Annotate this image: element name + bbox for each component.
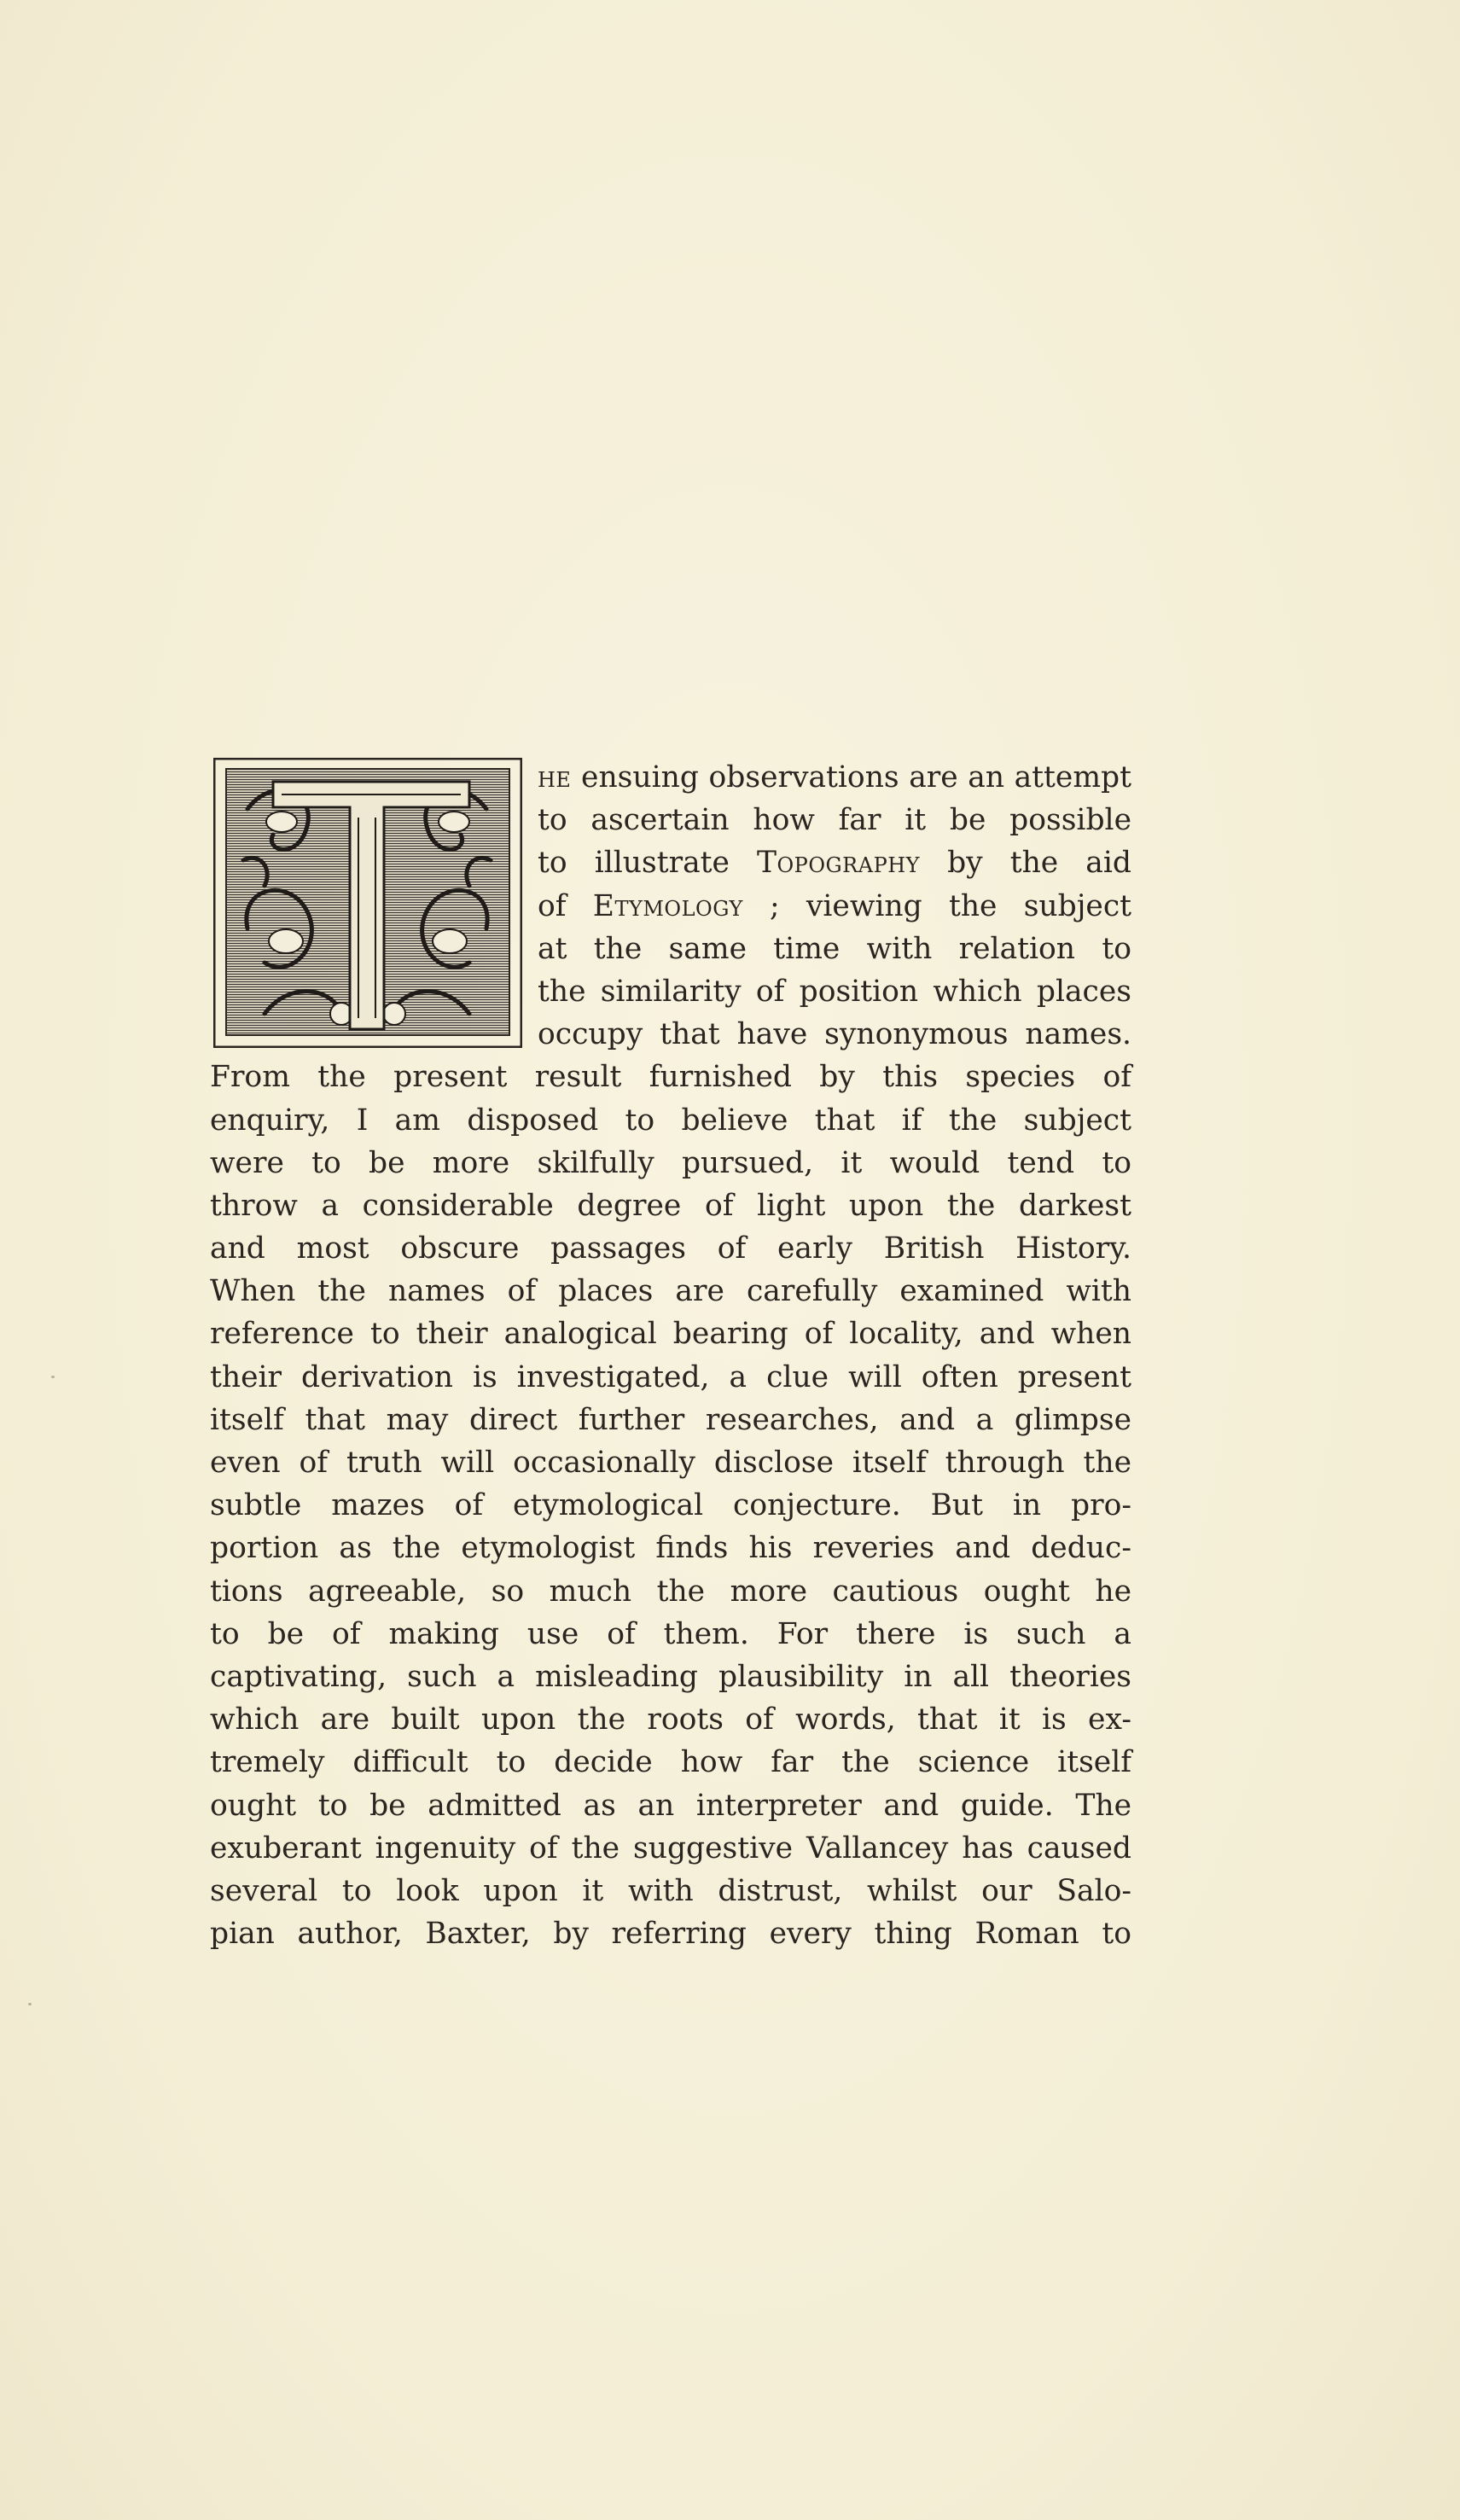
body-text (210, 756, 1131, 1955)
text-run: by the aid (920, 846, 1131, 881)
text-line (210, 1441, 1131, 1484)
text-run: captivating, such a misleading plausibility in all theories (210, 1659, 1131, 1694)
text-line (210, 1784, 1131, 1827)
text-line (538, 928, 1131, 970)
text-line (210, 1570, 1131, 1613)
text-run: tions agreeable, so much the more cautious ought he (210, 1574, 1131, 1609)
text-line (210, 1227, 1131, 1270)
text-line (210, 1356, 1131, 1399)
text-run: From the present result furnished by this species of (210, 1060, 1131, 1095)
text-line (210, 1399, 1131, 1441)
paper-speck (51, 1376, 55, 1378)
text-line (210, 1527, 1131, 1569)
text-line (210, 1698, 1131, 1741)
text-run: pian author, Baxter, by referring every thing Roman to (210, 1917, 1131, 1952)
text-run: ought to be admitted as an interpreter and guide. The (210, 1788, 1131, 1823)
text-line (210, 1827, 1131, 1870)
text-run: even of truth will occasionally disclose itself through the (210, 1446, 1131, 1480)
small-caps-text: he (538, 760, 572, 794)
text-run: throw a considerable degree of light upon the darkest (210, 1188, 1131, 1223)
text-run: subtle mazes of etymological conjecture. But in pro- (210, 1488, 1131, 1523)
text-run: reference to their analogical bearing of locality, and when (210, 1317, 1131, 1352)
text-run: of (538, 888, 593, 923)
text-run: enquiry, I am disposed to believe that if the subject (210, 1103, 1131, 1138)
text-line (210, 1870, 1131, 1912)
text-line (210, 1741, 1131, 1784)
text-run: to ascertain how far it be possible (538, 803, 1131, 838)
text-line (538, 885, 1131, 928)
small-caps-text: Etymology (592, 888, 743, 923)
text-line (538, 1013, 1131, 1056)
text-line (538, 799, 1131, 841)
text-run: When the names of places are carefully examined with (210, 1274, 1131, 1309)
text-run: ; viewing the subject (742, 888, 1132, 923)
text-run: their derivation is investigated, a clue will often present (210, 1359, 1131, 1394)
text-run: itself that may direct further researches, and a glimpse (210, 1402, 1131, 1437)
text-line (210, 1056, 1131, 1098)
text-line (210, 1912, 1131, 1955)
text-run: occupy that have synonymous names. (538, 1017, 1131, 1052)
text-run: several to look upon it with distrust, whilst our Salo- (210, 1873, 1131, 1908)
small-caps-text: Topography (757, 846, 921, 881)
text-run: to be of making use of them. For there is such a (210, 1616, 1131, 1651)
text-line (210, 1484, 1131, 1527)
text-run: at the same time with relation to (538, 931, 1131, 966)
text-run: the similarity of position which places (538, 974, 1131, 1009)
text-line (210, 1656, 1131, 1698)
text-run: and most obscure passages of early British History. (210, 1231, 1131, 1266)
text-line (538, 970, 1131, 1013)
text-line (538, 841, 1131, 884)
text-line (210, 1613, 1131, 1656)
text-run: portion as the etymologist finds his reveries and deduc- (210, 1531, 1131, 1566)
text-line (210, 1099, 1131, 1142)
text-run: to illustrate (538, 846, 757, 881)
text-line (210, 1312, 1131, 1355)
text-run: which are built upon the roots of words, that it is ex- (210, 1702, 1131, 1737)
text-run: exuberant ingenuity of the suggestive Vallancey has caused (210, 1830, 1131, 1865)
text-line (538, 756, 1131, 799)
text-run: tremely difficult to decide how far the science itself (210, 1745, 1131, 1780)
text-line (210, 1184, 1131, 1227)
text-line (210, 1270, 1131, 1312)
text-run: were to be more skilfully pursued, it would tend to (210, 1145, 1131, 1180)
paper-speck (28, 2003, 32, 2005)
text-line (210, 1142, 1131, 1184)
text-run: ensuing observations are an attempt (571, 760, 1131, 794)
